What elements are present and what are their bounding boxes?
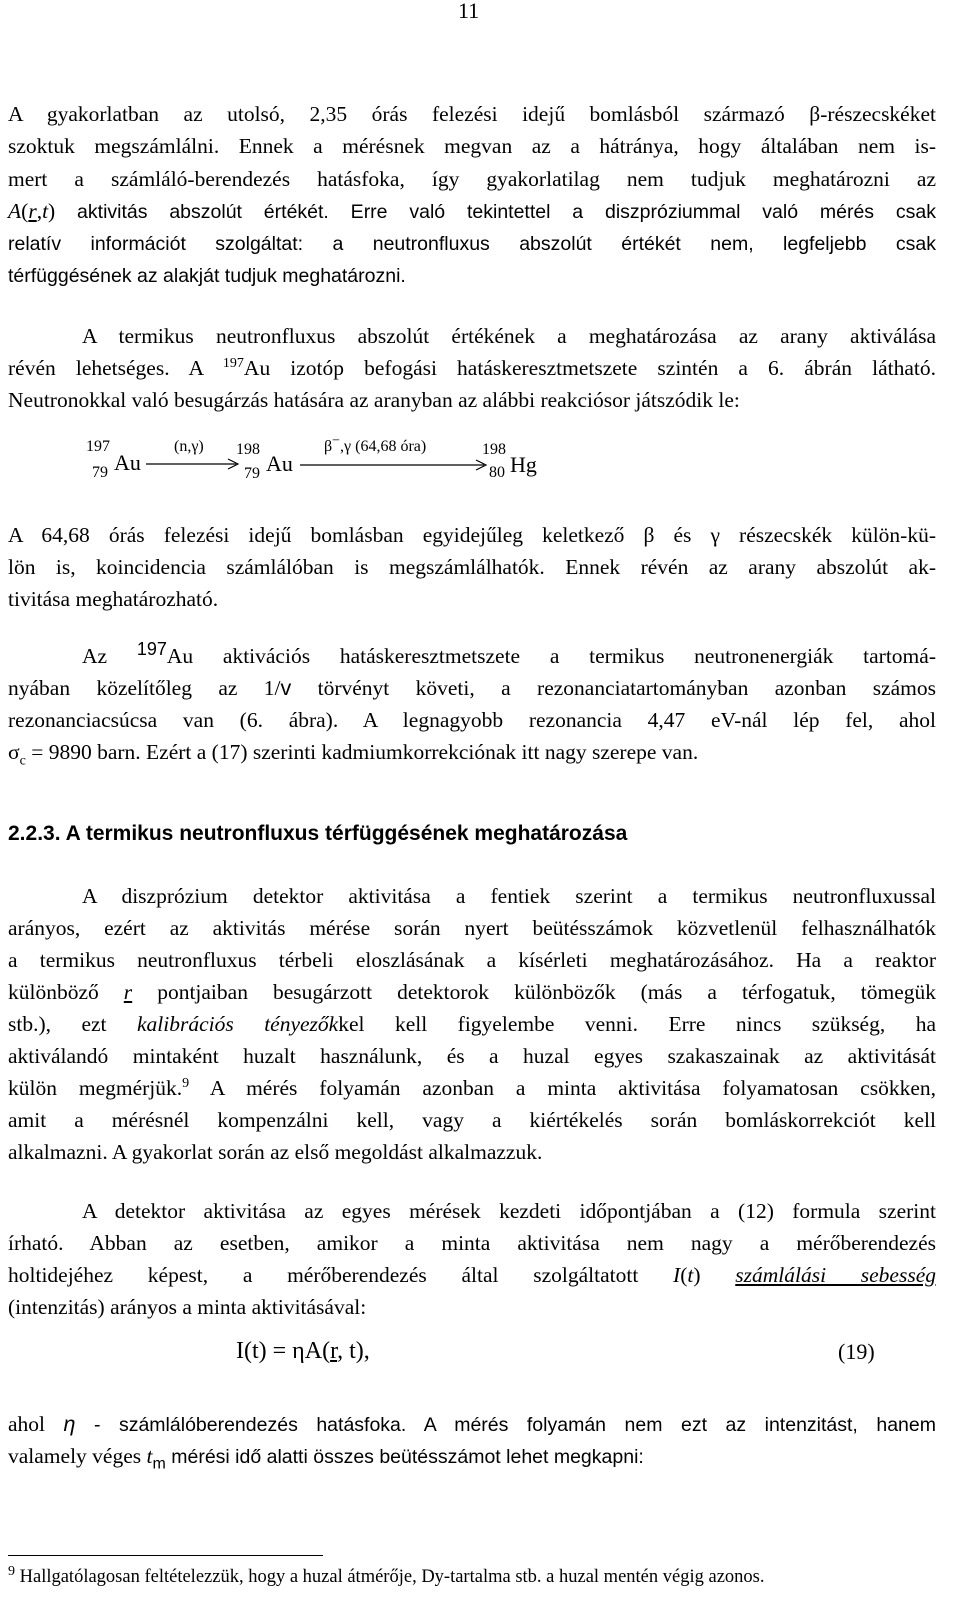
section-number: 2.2.3. <box>8 822 61 845</box>
text-line: holtidejéhez képest, a mérőberendezés által szolgáltatott I(t) számlálási sebesség <box>8 1263 937 1287</box>
reaction-step-label: (n,γ) <box>174 438 204 455</box>
arrow-icon <box>146 458 242 470</box>
text-line: a termikus neutronfluxus térbeli eloszlásának a kísérleti meghatározásához. Ha a reaktor <box>8 948 936 972</box>
text-line: aktiválandó mintaként huzalt használunk, és a huzal egyes szakaszainak az aktivitását <box>8 1044 936 1068</box>
text-line: írható. Abban az esetben, amikor a minta aktivitása nem nagy a mérőberendezés <box>8 1231 936 1255</box>
text-line: stb.), ezt kalibrációs tényezőkkel kell figyelembe venni. Erre nincs szükség, ha <box>8 1012 936 1036</box>
text-line: lön is, koincidencia számlálóban is megszámlálhatók. Ennek révén az arany abszolút ak- <box>8 555 936 579</box>
nuclide-mass: 198 <box>236 441 260 458</box>
nuclide-symbol: Hg <box>510 452 537 477</box>
text-line: alkalmazni. A gyakorlat során az első megoldást alkalmazzuk. <box>8 1140 543 1164</box>
text-line: arányos, ezért az aktivitás mérése során nyert beütésszámok közvetlenül felhasználhatók <box>8 916 936 940</box>
text-line: A(r,t) aktivitás abszolút értékét. Erre való tekintettel a diszpróziummal való mérés csak <box>8 199 936 223</box>
activity-symbol: A(r,t) <box>8 199 56 223</box>
text-line: térfüggésének az alakját tudjuk meghatározni. <box>8 265 406 287</box>
section-title: A termikus neutronfluxus térfüggésének meghatározása <box>60 822 628 845</box>
text-line: Neutronokkal való besugárzás hatására az aranyban az alábbi reakciósor játszódik le: <box>8 388 740 412</box>
text-line: A gyakorlatban az utolsó, 2,35 órás felezési idejű bomlásból származó β-részecskéket <box>8 102 936 126</box>
text-line: A termikus neutronfluxus abszolút értékének a meghatározása az arany aktiválása <box>82 324 936 348</box>
text-line: külön megmérjük.$^9$ A mérés folyamán azonban a minta aktivitása folyamatosan csökken, <box>8 1075 936 1100</box>
text-line: mert a számláló-berendezés hatásfoka, így gyakorlatilag nem tudjuk meghatározni az <box>8 167 936 191</box>
nuclide-charge: 80 <box>489 464 505 481</box>
equation-19: I(t) = ηA(r, t), <box>236 1338 370 1364</box>
text-line: relatív információt szolgáltat: a neutronfluxus abszolút értékét nem, legfeljebb csak <box>8 233 936 255</box>
equation-number: (19) <box>838 1339 875 1364</box>
nuclide-charge: 79 <box>92 464 108 481</box>
reaction-step-label: β−,γ (64,68 óra) <box>324 433 427 455</box>
arrow-icon <box>300 459 490 471</box>
text-line: révén lehetséges. A $^{197}$Au izotóp befogási hatáskeresztmetszete szintén a 6. ábrán látható. <box>8 355 936 380</box>
nuclide-symbol: Au <box>266 451 293 476</box>
text-line: szoktuk megszámlálni. Ennek a mérésnek megvan az a hátránya, hogy általában nem is- <box>8 134 936 158</box>
nuclide-charge: 79 <box>244 465 260 482</box>
text-line: nyában közelítőleg az 1/v törvényt követi, a rezonanciatartományban azonban számos <box>8 676 936 700</box>
nuclear-reaction <box>86 433 586 498</box>
footnote-mark: 9 <box>8 1563 15 1579</box>
text-line: A diszprózium detektor aktivitása a fentiek szerint a termikus neutronfluxussal <box>82 884 936 908</box>
text-line: különböző r pontjaiban besugárzott detektorok különbözők (más a térfogatuk, tömegük <box>8 980 936 1004</box>
text-line: ahol η - számlálóberendezés hatásfoka. A mérés folyamán nem ezt az intenzitást, hanem <box>8 1412 936 1436</box>
section-heading <box>8 822 627 846</box>
text-line: $\sigma_c = 9890$ barn. Ezért a (17) szerinti kadmiumkorrekciónak itt nagy szerepe van. <box>8 740 699 769</box>
text-line: valamely véges $t_m$ mérési idő alatti összes beütésszámot lehet megkapni: <box>8 1444 644 1473</box>
text-line: A detektor aktivitása az egyes mérések kezdeti időpontjában a (12) formula szerint <box>82 1199 936 1223</box>
footnote-text: Hallgatólagosan feltételezzük, hogy a huzal átmérője, Dy-tartalma stb. a huzal mentén végig azonos. <box>15 1567 765 1587</box>
nuclide-symbol: Au <box>114 450 141 475</box>
text-line: Az $^{197}$Au aktivációs hatáskeresztmetszete a termikus neutronenergiák tartomá- <box>82 638 936 668</box>
footnote <box>8 1563 938 1588</box>
nuclide-mass: 197 <box>86 438 110 455</box>
page-number: 11 <box>458 0 480 23</box>
text-line: A 64,68 órás felezési idejű bomlásban egyidejűleg keletkező β és γ részecskék külön-kü- <box>8 523 936 547</box>
text-line: tivitása meghatározható. <box>8 587 219 611</box>
footnote-divider <box>8 1555 323 1556</box>
text-line: amit a mérésnél kompenzálni kell, vagy a kiértékelés során bomláskorrekciót kell <box>8 1108 936 1132</box>
text-line: (intenzitás) arányos a minta aktivitásával: <box>8 1295 367 1319</box>
text-line: rezonanciacsúcsa van (6. ábra). A legnagyobb rezonancia 4,47 eV-nál lép fel, ahol <box>8 708 936 732</box>
nuclide-mass: 198 <box>482 441 506 458</box>
